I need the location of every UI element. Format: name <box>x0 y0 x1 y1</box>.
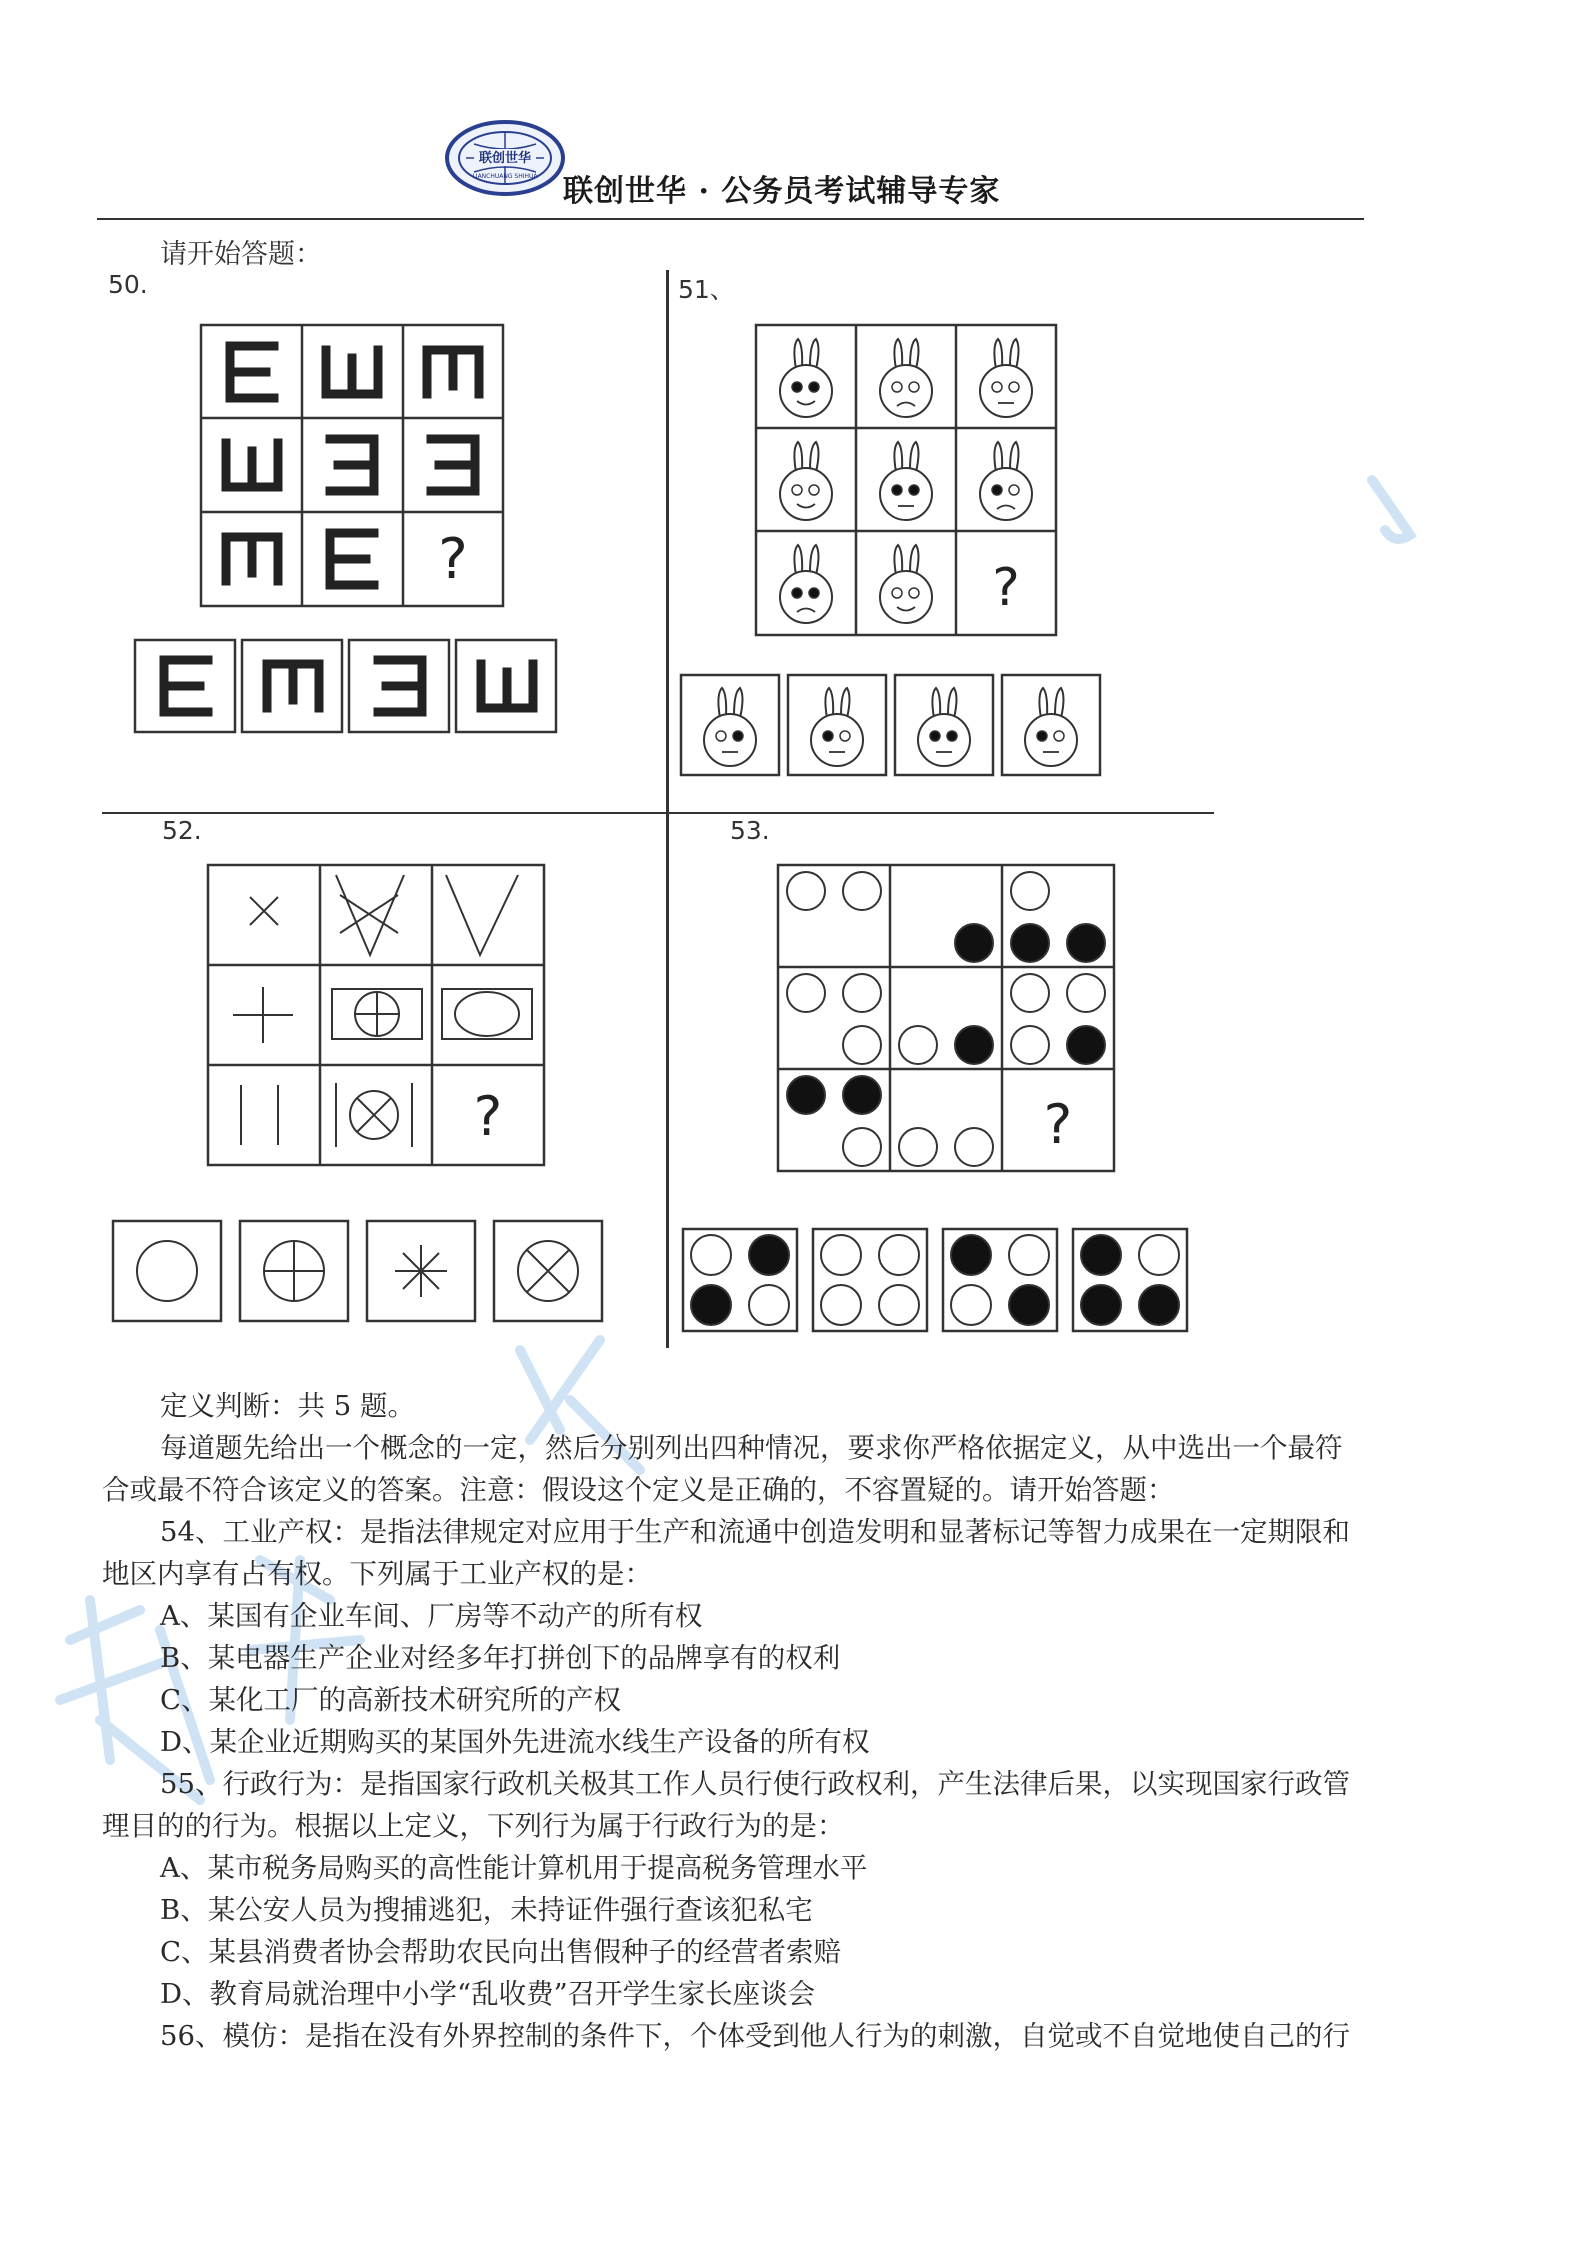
q52-r1c1 <box>250 897 278 925</box>
q52-option-c[interactable] <box>395 1245 447 1297</box>
q50-option-d[interactable] <box>481 664 533 708</box>
q53-option-b[interactable] <box>821 1235 919 1325</box>
q50-number: 50. <box>108 270 148 299</box>
vertical-divider <box>666 270 669 1348</box>
q55-option-d[interactable]: D、教育局就治理中小学“乱收费”召开学生家长座谈会 <box>160 1978 816 2010</box>
q53-cell-5 <box>899 1026 993 1064</box>
q50-r2c3-glyph <box>431 439 475 491</box>
q50-r1c2-glyph <box>326 350 378 394</box>
q50-r3c1-glyph <box>226 537 278 581</box>
logo-text: 联创世华 <box>478 151 532 166</box>
q51-option-b[interactable] <box>811 688 863 766</box>
header-rule <box>97 218 1364 220</box>
q53-cell-4 <box>787 974 881 1064</box>
q55-stem-line2: 理目的的行为。根据以上定义，下列行为属于行政行为的是： <box>102 1810 845 1842</box>
q55-option-c[interactable]: C、某县消费者协会帮助农民向出售假种子的经营者索赔 <box>160 1936 842 1968</box>
logo <box>444 118 566 198</box>
q52-figure <box>108 855 628 1335</box>
q52-r1c3 <box>446 875 518 955</box>
q52-r2c3 <box>442 989 532 1039</box>
q55-option-a[interactable]: A、某市税务局购买的高性能计算机用于提高税务管理水平 <box>160 1852 868 1884</box>
q51-face-5 <box>880 442 932 520</box>
q53-figure <box>678 855 1208 1340</box>
q52-r2c2 <box>332 989 422 1039</box>
q50-r1c3-glyph <box>427 350 479 394</box>
q51-number: 51、 <box>678 275 735 304</box>
q53-cell-1 <box>787 872 881 910</box>
q54-option-c[interactable]: C、某化工厂的高新技术研究所的产权 <box>160 1684 622 1716</box>
q53-option-a[interactable] <box>691 1235 789 1325</box>
q55-option-b[interactable]: B、某公安人员为搜捕逃犯，未持证件强行查该犯私宅 <box>160 1894 813 1926</box>
q52-question-mark: ? <box>473 1085 503 1148</box>
q53-option-c[interactable] <box>951 1235 1049 1325</box>
q51-option-a[interactable] <box>704 688 756 766</box>
q51-figure <box>676 315 1126 785</box>
q54-option-b[interactable]: B、某电器生产企业对经多年打拼创下的品牌享有的权利 <box>160 1642 841 1674</box>
q53-cell-8 <box>899 1128 993 1166</box>
q50-r3c2-glyph <box>330 533 374 585</box>
q52-option-d[interactable] <box>518 1241 578 1301</box>
q50-option-a[interactable] <box>164 660 208 712</box>
q53-number: 53. <box>730 816 770 845</box>
q52-r2c1 <box>233 987 293 1043</box>
header-title: 联创世华 · 公务员考试辅导专家 <box>563 174 1001 209</box>
q50-r2c2-glyph <box>330 439 374 491</box>
q51-question-mark: ? <box>992 558 1020 618</box>
q53-cell-6 <box>1011 974 1105 1064</box>
instructions-line2: 合或最不符合该定义的答案。注意：假设这个定义是正确的，不容置疑的。请开始答题： <box>102 1474 1175 1506</box>
q54-stem-line1: 54、工业产权：是指法律规定对应用于生产和流通中创造发明和显著标记等智力成果在一定期限和 <box>160 1516 1350 1548</box>
q50-option-c[interactable] <box>378 660 422 712</box>
definition-section <box>102 1385 1364 2057</box>
q51-face-3 <box>980 339 1032 417</box>
q55-stem-line1: 55、行政行为：是指国家行政机关极其工作人员行使行政权利，产生法律后果，以实现国家行政管 <box>160 1768 1350 1800</box>
horizontal-divider <box>102 812 1214 814</box>
q56-stem-line1: 56、模仿：是指在没有外界控制的条件下，个体受到他人行为的刺激，自觉或不自觉地使自己的行 <box>160 2020 1350 2052</box>
q50-figure <box>130 320 580 740</box>
q51-option-d[interactable] <box>1025 688 1077 766</box>
logo-subtext: LIANCHUANG SHIHUA <box>472 173 538 180</box>
q53-cell-7 <box>787 1076 881 1166</box>
q53-option-d[interactable] <box>1081 1235 1179 1325</box>
q52-option-b[interactable] <box>264 1241 324 1301</box>
instructions-line1: 每道题先给出一个概念的一定，然后分别列出四种情况，要求你严格依据定义，从中选出一个最符 <box>160 1432 1343 1464</box>
q54-option-d[interactable]: D、某企业近期购买的某国外先进流水线生产设备的所有权 <box>160 1726 870 1758</box>
q50-r2c1-glyph <box>226 443 278 487</box>
q50-r1c1-glyph <box>230 346 274 398</box>
q51-face-6 <box>980 442 1032 520</box>
q51-option-c[interactable] <box>918 688 970 766</box>
intro-text: 请开始答题： <box>160 239 322 270</box>
q50-question-mark: ? <box>438 527 468 592</box>
q52-r3c2 <box>336 1083 412 1147</box>
q50-option-b[interactable] <box>267 664 319 708</box>
q52-number: 52. <box>162 816 202 845</box>
q54-stem-line2: 地区内享有占有权。下列属于工业产权的是： <box>102 1558 652 1590</box>
q52-option-a[interactable] <box>137 1241 197 1301</box>
q52-r1c2 <box>336 875 404 955</box>
q51-face-8 <box>880 545 932 623</box>
section-heading: 定义判断：共 5 题。 <box>160 1390 415 1422</box>
q53-question-mark: ? <box>1043 1093 1073 1156</box>
q52-r3c1 <box>241 1085 278 1145</box>
q51-face-4 <box>780 442 832 520</box>
q51-face-1 <box>780 339 832 417</box>
q53-cell-3 <box>1011 872 1105 962</box>
q54-option-a[interactable]: A、某国有企业车间、厂房等不动产的所有权 <box>160 1600 703 1632</box>
q53-cell-2 <box>955 924 993 962</box>
q51-face-2 <box>880 339 932 417</box>
q51-face-7 <box>780 545 832 623</box>
